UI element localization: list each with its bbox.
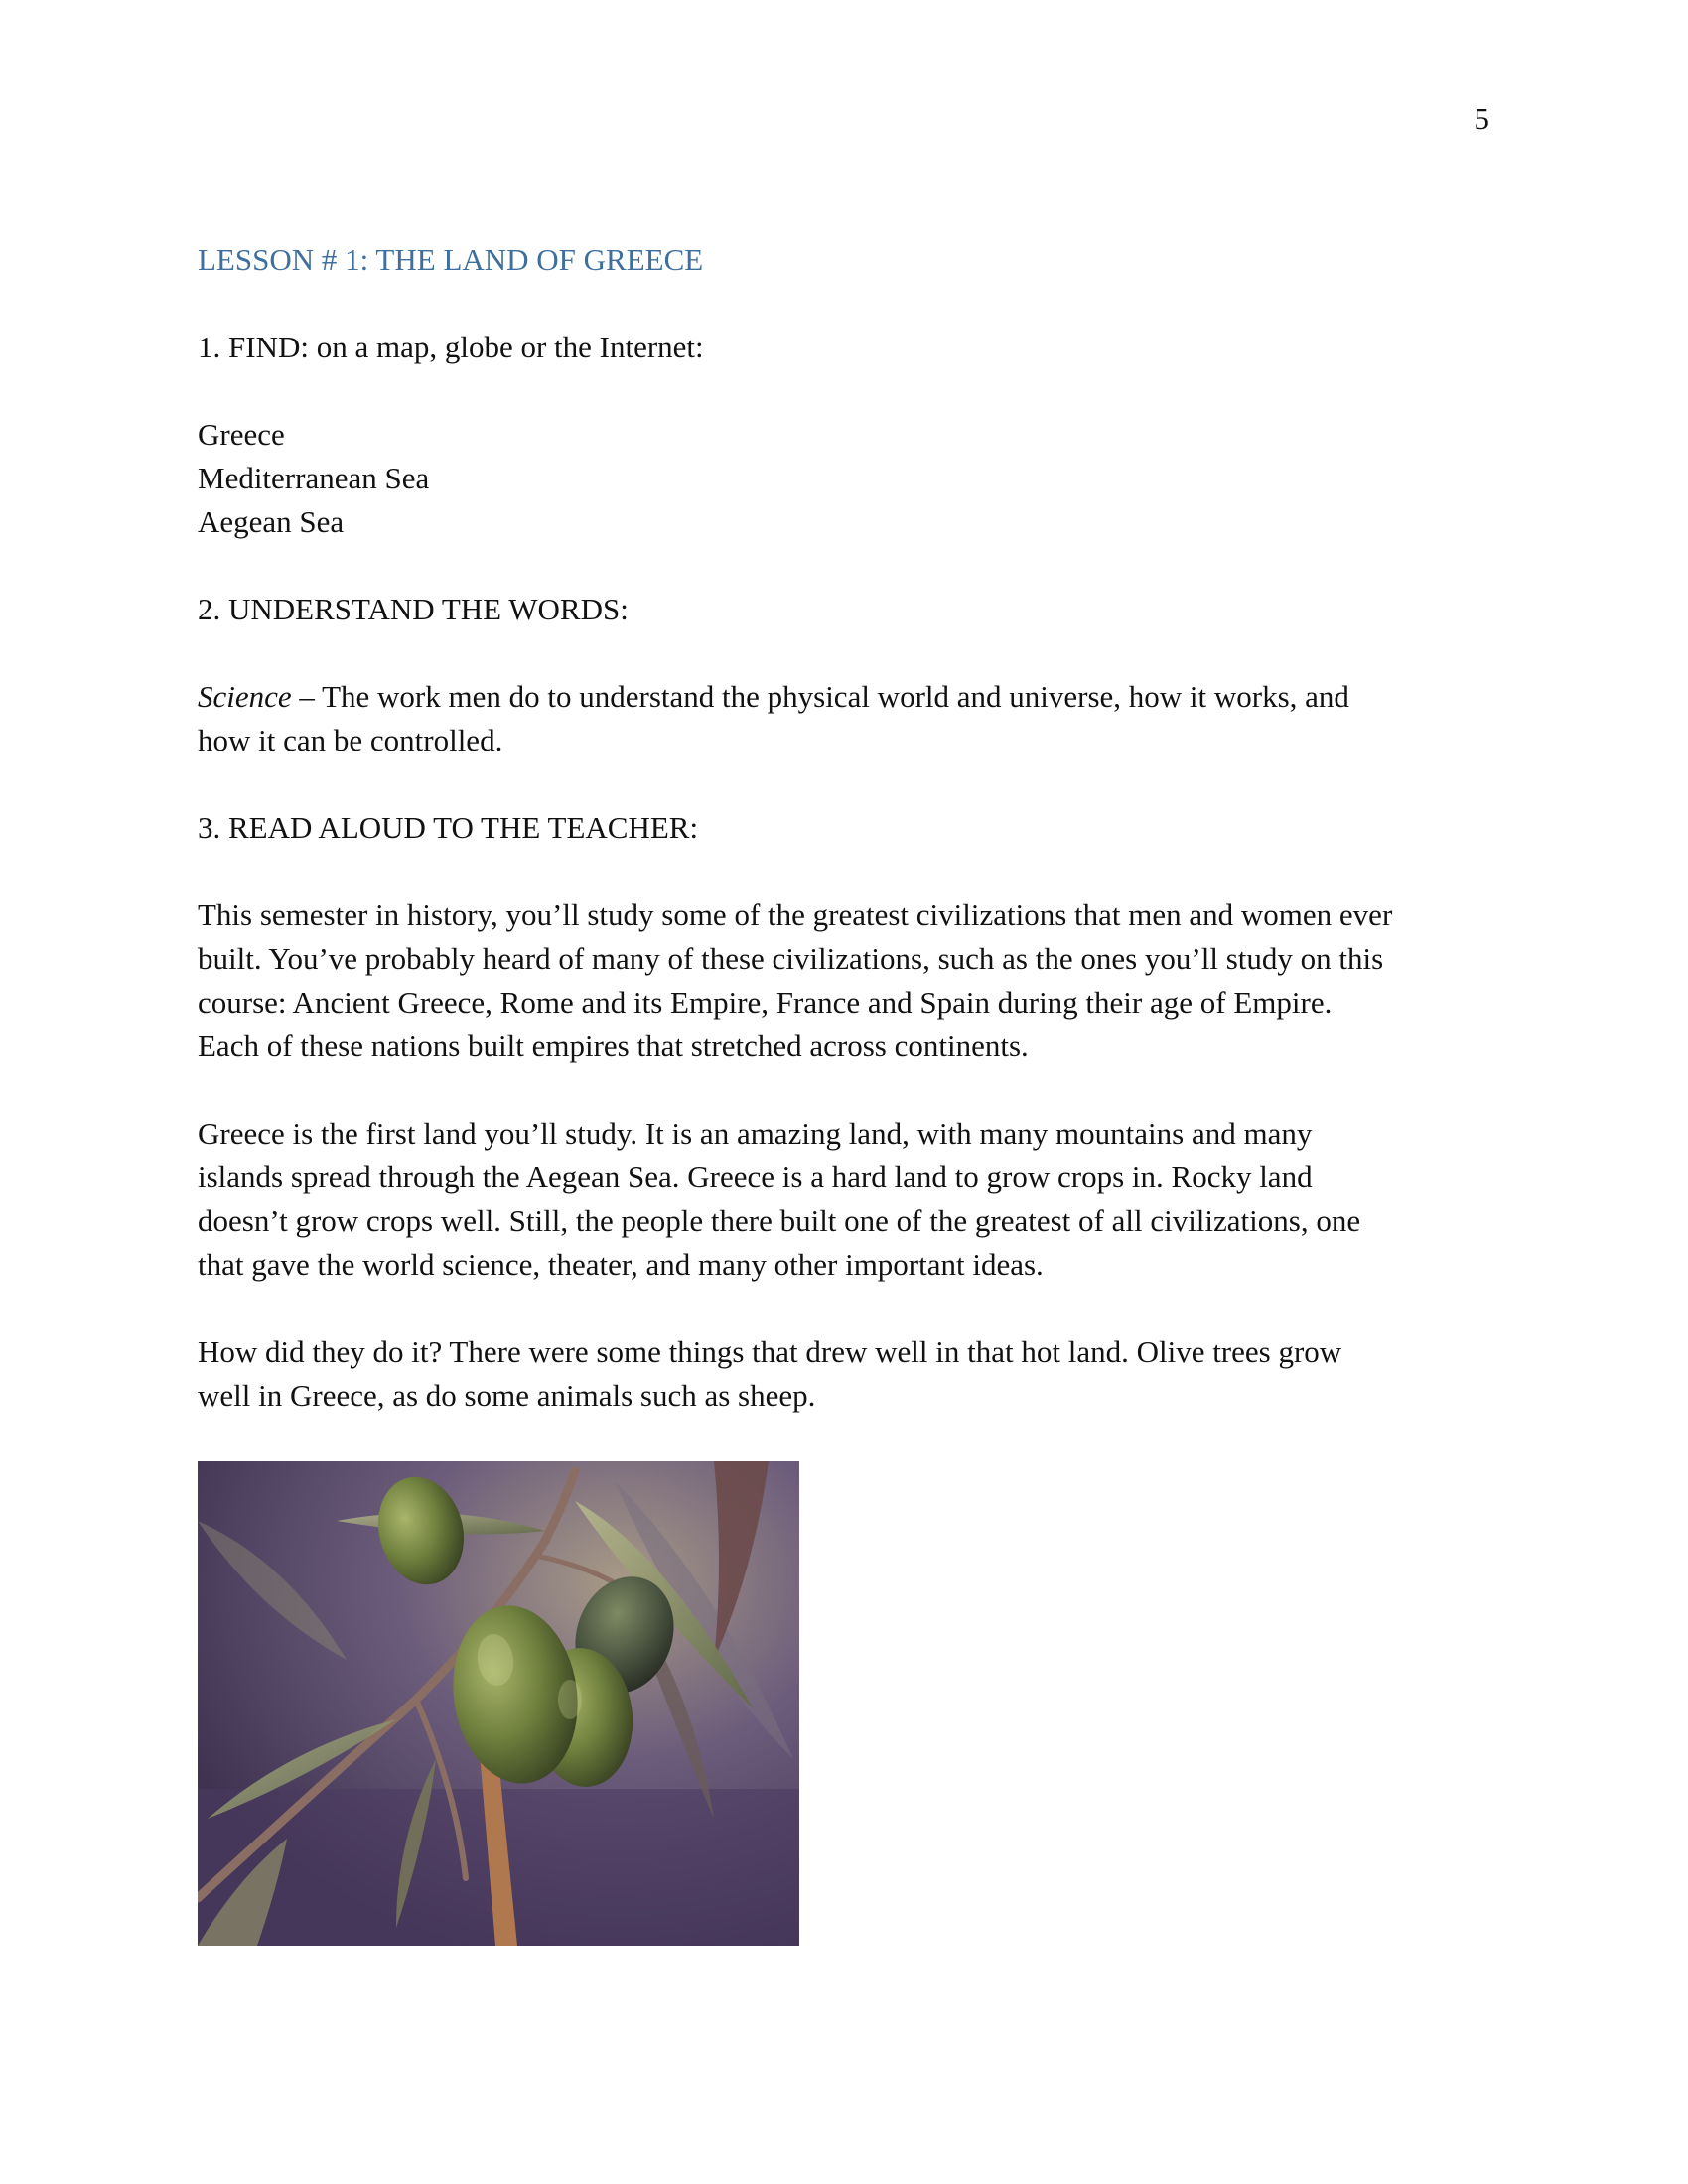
paragraph-line: doesn’t grow crops well. Still, the people there built one of the greatest of all civilizations, one: [198, 1203, 1361, 1238]
read-aloud-heading: 3. READ ALOUD TO THE TEACHER:: [198, 810, 699, 845]
definition-line: [198, 675, 1490, 719]
find-heading: 1. FIND: on a map, globe or the Internet:: [198, 330, 704, 364]
reading-paragraph: [198, 1330, 1490, 1418]
paragraph-line: Greece is the first land you’ll study. It is an amazing land, with many mountains and many: [198, 1116, 1313, 1151]
paragraph-line: This semester in history, you’ll study some of the greatest civilizations that men and women ever: [198, 897, 1393, 932]
paragraph-line: well in Greece, as do some animals such as sheep.: [198, 1378, 816, 1413]
places-list: [198, 413, 1490, 544]
understand-heading: 2. UNDERSTAND THE WORDS:: [198, 592, 629, 626]
place-item: Mediterranean Sea: [198, 461, 430, 495]
paragraph-line: islands spread through the Aegean Sea. Greece is a hard land to grow crops in. Rocky land: [198, 1160, 1313, 1194]
page-content: [198, 238, 1490, 1418]
paragraph-line: that gave the world science, theater, and many other important ideas.: [198, 1247, 1044, 1282]
vocabulary-definition: [198, 675, 1490, 762]
definition-text: – The work men do to understand the physical world and universe, how it works, and: [291, 679, 1349, 714]
paragraph-line: built. You’ve probably heard of many of these civilizations, such as the ones you’ll study on this: [198, 941, 1384, 976]
definition-line: how it can be controlled.: [198, 723, 503, 757]
paragraph-line: course: Ancient Greece, Rome and its Empire, France and Spain during their age of Empire.: [198, 985, 1333, 1020]
vocabulary-term: Science: [198, 679, 292, 714]
place-item: Aegean Sea: [198, 504, 345, 539]
paragraph-line: How did they do it? There were some things that drew well in that hot land. Olive trees grow: [198, 1334, 1342, 1369]
olive-branch-illustration: [198, 1461, 799, 1946]
reading-paragraph: [198, 893, 1490, 1068]
olive-branch-photo: [198, 1461, 799, 1946]
place-item: Greece: [198, 417, 285, 452]
paragraph-line: Each of these nations built empires that stretched across continents.: [198, 1028, 1029, 1063]
lesson-title: LESSON # 1: THE LAND OF GREECE: [198, 242, 704, 277]
page-number: 5: [1474, 101, 1489, 136]
reading-paragraph: [198, 1112, 1490, 1287]
